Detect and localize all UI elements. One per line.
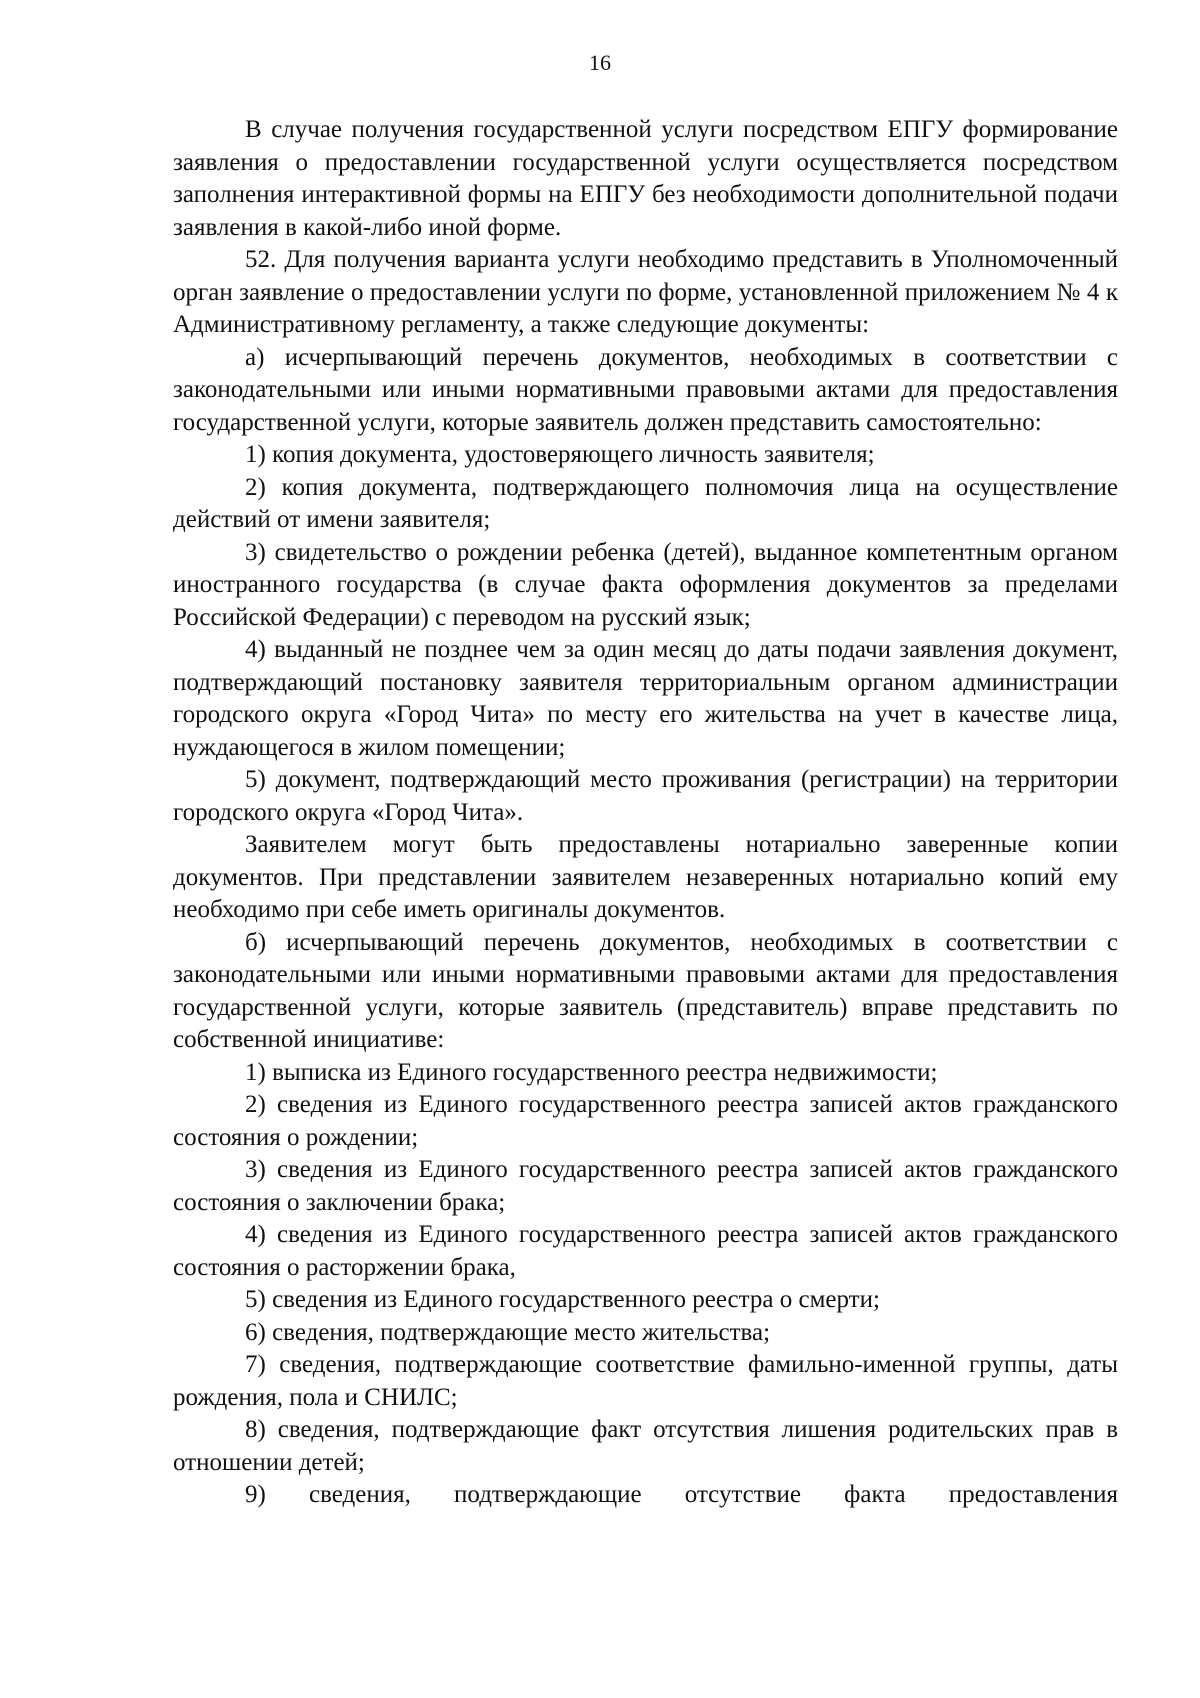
page-number: 16 xyxy=(589,50,611,75)
list-item-b-7: 7) сведения, подтверждающие соответствие фамильно-именной группы, даты рождения, пола и СНИЛС; xyxy=(173,1351,1118,1411)
paragraph-b-optional-docs: б) исчерпывающий перечень документов, необходимых в соответствии с законодательными или иными нормативными правовыми актами для предоставления государственной услуги, которые заявитель (представитель) вправе представить по собственной инициативе: xyxy=(173,928,1118,1053)
list-item-b-1: 1) выписка из Единого государственного реестра недвижимости; xyxy=(245,1058,938,1086)
paragraph-52: 52. Для получения варианта услуги необходимо представить в Уполномоченный орган заявление о предоставлении услуги по форме, установленной приложением № 4 к Административному регламенту, а также следующие документы: xyxy=(173,246,1118,338)
list-item-b-8: 8) сведения, подтверждающие факт отсутствия лишения родительских прав в отношении детей; xyxy=(173,1416,1118,1476)
list-item-b-6: 6) сведения, подтверждающие место жительства; xyxy=(245,1318,771,1346)
list-item-b-2: 2) сведения из Единого государственного реестра записей актов гражданского состояния о рождении; xyxy=(173,1091,1118,1151)
list-item-b-3: 3) сведения из Единого государственного реестра записей актов гражданского состояния о заключении брака; xyxy=(173,1156,1118,1216)
list-item-b-9: 9) сведения, подтверждающие отсутствие факта предоставления xyxy=(245,1481,1118,1508)
list-item-b-5: 5) сведения из Единого государственного реестра о смерти; xyxy=(245,1286,880,1313)
list-item-b-4: 4) сведения из Единого государственного реестра записей актов гражданского состояния о расторжении брака, xyxy=(173,1221,1118,1281)
list-item-a-5: 5) документ, подтверждающий место проживания (регистрации) на территории городского округа «Город Чита». xyxy=(173,766,1118,826)
document-body xyxy=(173,114,1118,1512)
paragraph-notarized-copies: Заявителем могут быть предоставлены нотариально заверенные копии документов. При представлении заявителем незаверенных нотариально копий ему необходимо при себе иметь оригиналы документов. xyxy=(173,831,1118,923)
list-item-a-3: 3) свидетельство о рождении ребенка (детей), выданное компетентным органом иностранного государства (в случае факта оформления документов за пределами Российской Федерации) с переводом на русский язык; xyxy=(173,538,1118,631)
list-item-a-4: 4) выданный не позднее чем за один месяц до даты подачи заявления документ, подтверждающий постановку заявителя территориальным органом администрации городского округа «Город Чита» по месту его жительства на учет в качестве лица, нуждающегося в жилом помещении; xyxy=(173,636,1118,761)
list-item-a-2: 2) копия документа, подтверждающего полномочия лица на осуществление действий от имени заявителя; xyxy=(173,473,1118,533)
paragraph-epgu-form: В случае получения государственной услуги посредством ЕПГУ формирование заявления о предоставлении государственной услуги осуществляется посредством заполнения интерактивной формы на ЕПГУ без необходимости дополнительной подачи заявления в какой-либо иной форме. xyxy=(173,116,1118,241)
paragraph-a-required-docs: а) исчерпывающий перечень документов, необходимых в соответствии с законодательными или иными нормативными правовыми актами для предоставления государственной услуги, которые заявитель должен представить самостоятельно: xyxy=(173,343,1118,436)
list-item-a-1: 1) копия документа, удостоверяющего личность заявителя; xyxy=(245,441,875,468)
